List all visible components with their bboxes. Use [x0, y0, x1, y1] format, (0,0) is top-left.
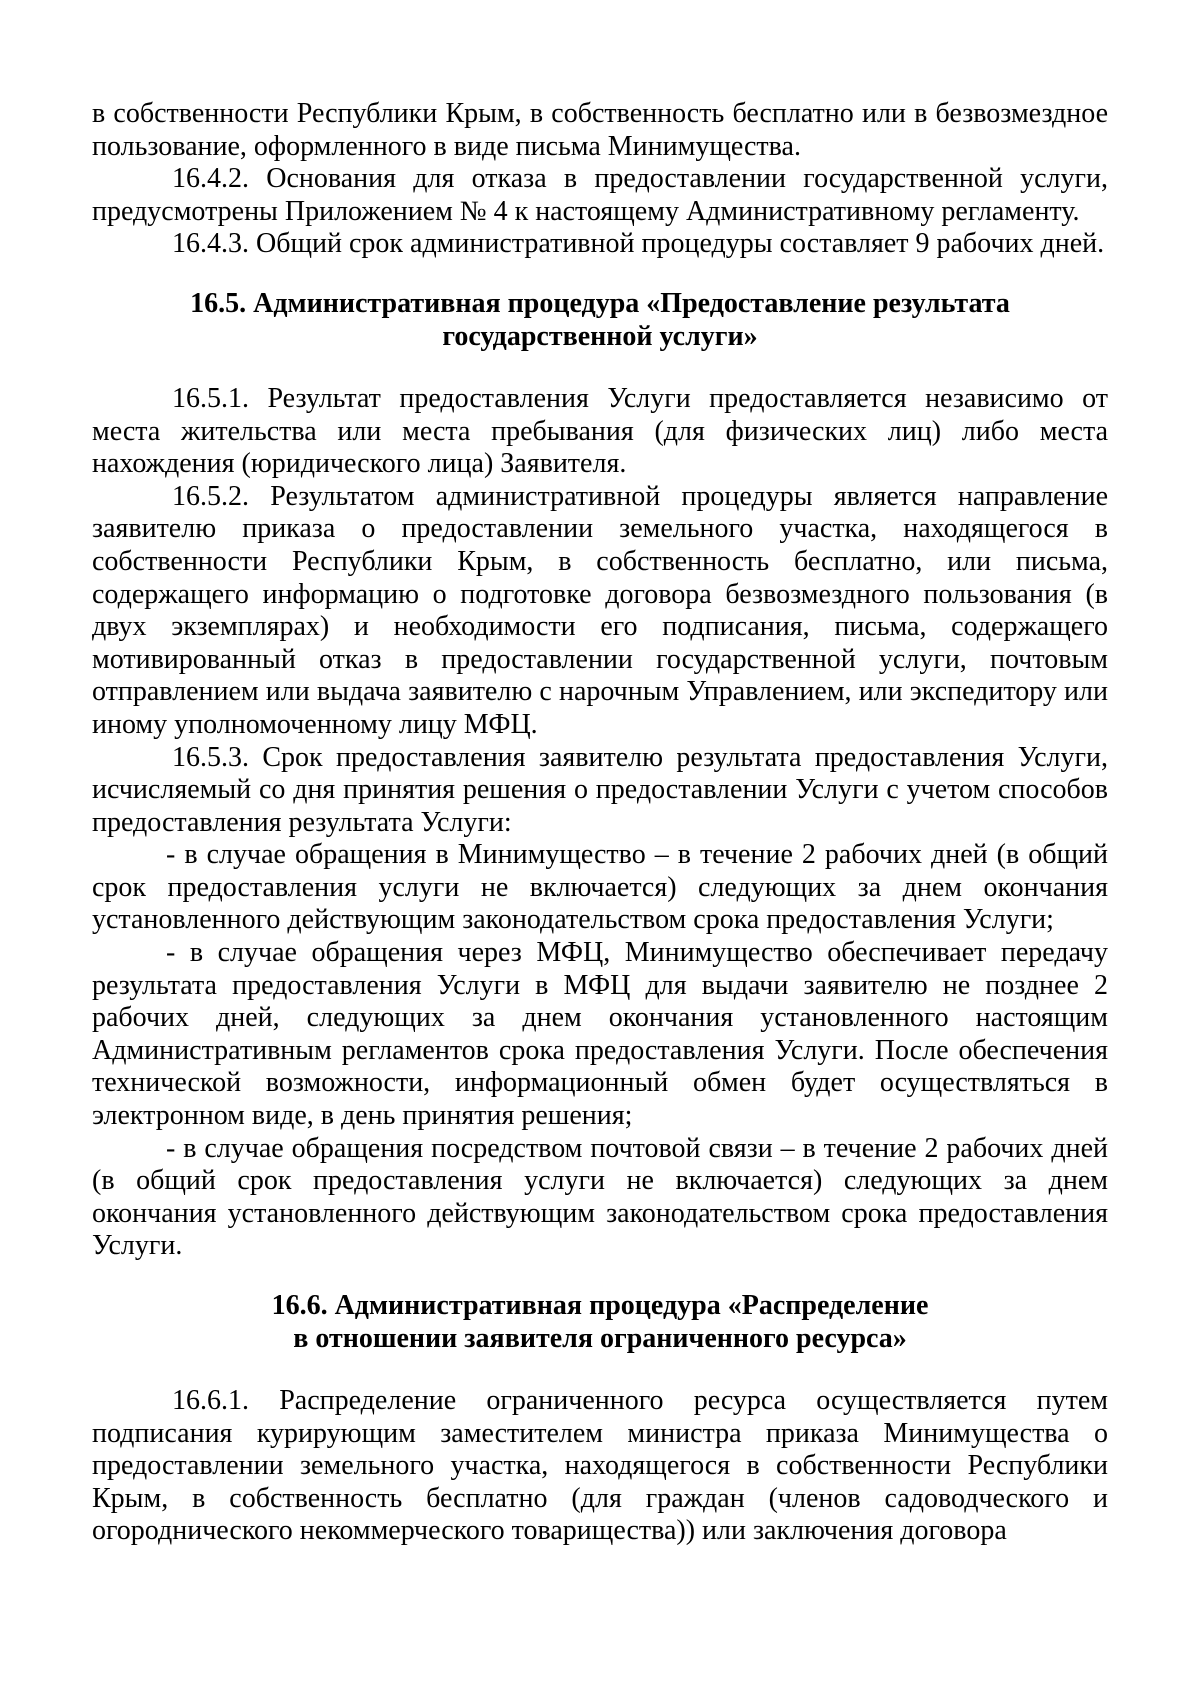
spacer — [92, 1263, 1108, 1289]
spacer — [92, 261, 1108, 287]
spacer — [92, 353, 1108, 383]
section-heading-16-6 — [92, 1289, 1108, 1355]
list-item-mininushchestvo: - в случае обращения в Минимущество – в течение 2 рабочих дней (в общий срок предоставления услуги не включается) следующих за днем окончания установленного действующим законодательством срока предоставления Услуги; — [92, 839, 1108, 936]
spacer — [92, 1355, 1108, 1385]
list-item-post: - в случае обращения посредством почтовой связи – в течение 2 рабочих дней (в общий срок предоставления услуги не включается) следующих за днем окончания установленного действующим законодательством срока предоставления Услуги. — [92, 1132, 1108, 1262]
document-body — [92, 98, 1108, 1548]
paragraph-16-5-1: 16.5.1. Результат предоставления Услуги предоставляется независимо от места жительства или места пребывания (для физических лиц) либо места нахождения (юридического лица) Заявителя. — [92, 382, 1108, 480]
paragraph-16-6-1: 16.6.1. Распределение ограниченного ресурса осуществляется путем подписания курирующим заместителем министра приказа Минимущества о предоставлении земельного участка, находящегося в собственности Республики Крым, в собственность бесплатно (для граждан (членов садоводческого и огороднического некоммерческого товарищества)) или заключения договора — [92, 1385, 1108, 1547]
paragraph-intro-continuation: в собственности Республики Крым, в собственность бесплатно или в безвозмездное пользование, оформленного в виде письма Минимущества. — [92, 98, 1108, 162]
paragraph-16-4-3: 16.4.3. Общий срок административной процедуры составляет 9 рабочих дней. — [172, 228, 1105, 260]
section-heading-16-5 — [92, 287, 1108, 353]
section-heading-16-5-line1: 16.5. Административная процедура «Предоставление результата — [190, 287, 1010, 319]
section-heading-16-6-line2: в отношении заявителя ограниченного ресурса» — [293, 1323, 907, 1354]
paragraph-16-4-2: 16.4.2. Основания для отказа в предоставлении государственной услуги, предусмотрены Приложением № 4 к настоящему Административному регламенту. — [92, 163, 1108, 227]
section-heading-16-5-line2: государственной услуги» — [442, 320, 758, 352]
paragraph-16-5-2: 16.5.2. Результатом административной процедуры является направление заявителю приказа о предоставлении земельного участка, находящегося в собственности Республики Крым, в собственность бесплатно, или письма, содержащего информацию о подготовке договора безвозмездного пользования (в двух экземплярах) и необходимости его подписания, письма, содержащего мотивированный отказ в предоставлении государственной услуги, почтовым отправлением или выдача заявителю с нарочным Управлением, или экспедитору или иному уполномоченному лицу МФЦ. — [92, 480, 1108, 740]
paragraph-16-5-3: 16.5.3. Срок предоставления заявителю результата предоставления Услуги, исчисляемый со дня принятия решения о предоставлении Услуги с учетом способов предоставления результата Услуги: — [92, 741, 1108, 838]
section-heading-16-6-line1: 16.6. Административная процедура «Распределение — [271, 1290, 929, 1321]
list-item-mfc: - в случае обращения через МФЦ, Минимущество обеспечивает передачу результата предоставления Услуги в МФЦ для выдачи заявителю не позднее 2 рабочих дней, следующих за днем окончания установленного настоящим Административным регламентов срока предоставления Услуги. После обеспечения технической возможности, информационный обмен будет осуществляться в электронном виде, в день принятия решения; — [92, 937, 1108, 1132]
